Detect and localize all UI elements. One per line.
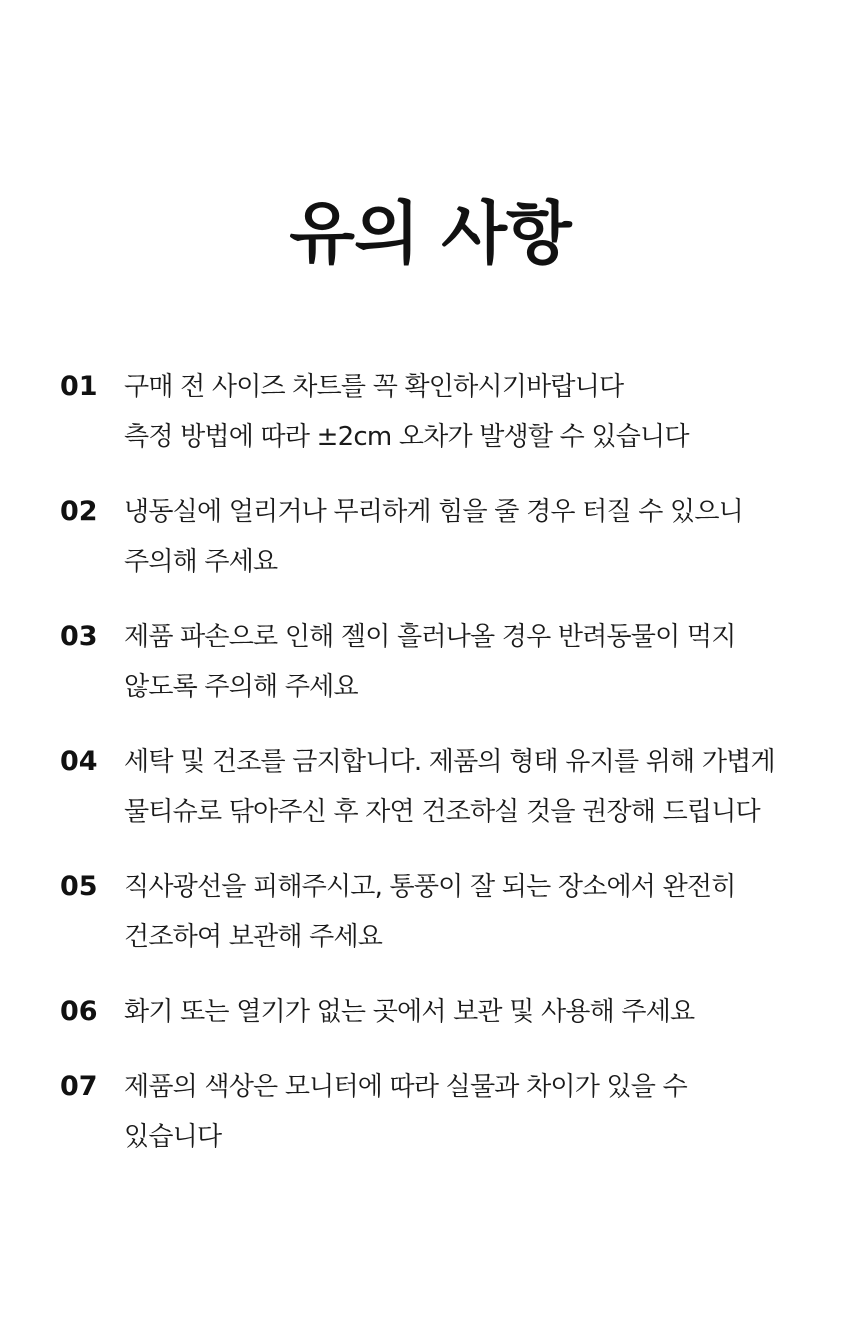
notice-number: 04: [60, 746, 98, 777]
notice-line: 세탁 및 건조를 금지합니다. 제품의 형태 유지를 위해 가볍게: [124, 747, 775, 777]
notice-text: [124, 487, 820, 587]
notice-line: 측정 방법에 따라 ±2cm 오차가 발생할 수 있습니다: [124, 422, 689, 452]
notice-number: 01: [60, 371, 98, 402]
notice-line: 있습니다: [124, 1122, 222, 1152]
notice-line: 냉동실에 얼리거나 무리하게 힘을 줄 경우 터질 수 있으니: [124, 497, 743, 527]
notice-number: 02: [60, 496, 98, 527]
notice-text: [124, 862, 820, 962]
notice-item: [60, 612, 820, 712]
notice-line: 직사광선을 피해주시고, 통풍이 잘 되는 장소에서 완전히: [124, 872, 736, 902]
notice-line: 제품 파손으로 인해 젤이 흘러나올 경우 반려동물이 먹지: [124, 622, 736, 652]
notice-line: 구매 전 사이즈 차트를 꼭 확인하시기바랍니다: [124, 372, 624, 402]
notice-item: [60, 362, 820, 462]
notice-item: [60, 1062, 820, 1162]
notice-line: 주의해 주세요: [124, 547, 278, 577]
notice-number: 05: [60, 871, 98, 902]
notice-text: [124, 987, 820, 1037]
notice-line: 않도록 주의해 주세요: [124, 672, 358, 702]
notice-item: [60, 862, 820, 962]
notice-number: 03: [60, 621, 98, 652]
notice-line: 물티슈로 닦아주신 후 자연 건조하실 것을 권장해 드립니다: [124, 797, 760, 827]
notice-item: [60, 987, 820, 1037]
notice-text: [124, 362, 820, 462]
notice-item: [60, 737, 820, 837]
notice-list: [60, 362, 820, 1187]
page-title: 유의 사항: [289, 195, 571, 274]
notice-number: 06: [60, 996, 98, 1027]
notice-text: [124, 1062, 820, 1162]
notice-text: [124, 612, 820, 712]
notice-item: [60, 487, 820, 587]
notice-line: 건조하여 보관해 주세요: [124, 922, 383, 952]
notice-text: [124, 737, 820, 837]
notice-line: 화기 또는 열기가 없는 곳에서 보관 및 사용해 주세요: [124, 997, 695, 1027]
notice-number: 07: [60, 1071, 98, 1102]
notice-line: 제품의 색상은 모니터에 따라 실물과 차이가 있을 수: [124, 1072, 687, 1102]
